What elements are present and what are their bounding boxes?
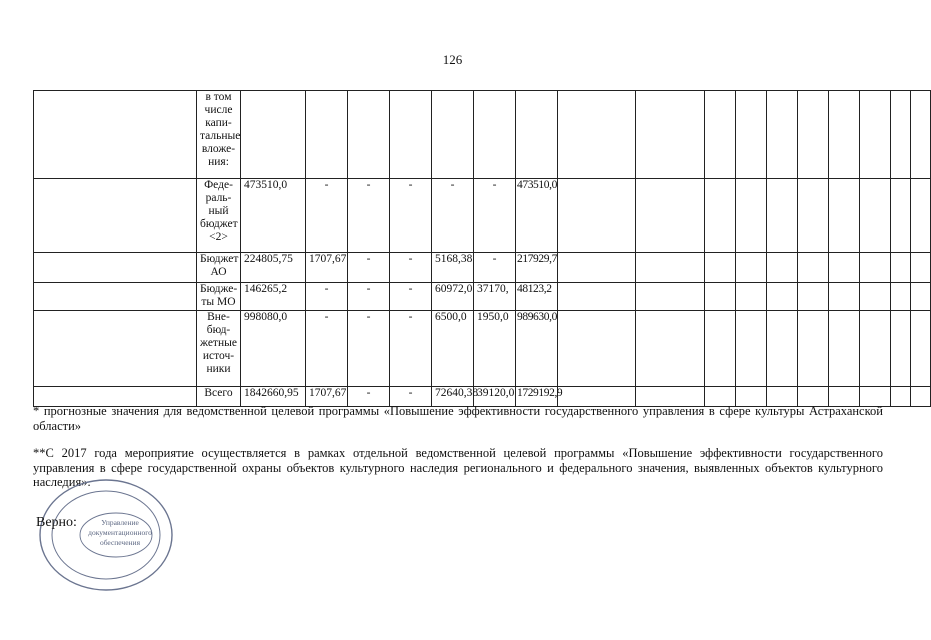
value-cell: [390, 91, 432, 179]
value-cell: 473510,0: [241, 179, 306, 253]
value-cell: -: [390, 311, 432, 387]
signature-label: Верно:: [36, 515, 77, 530]
category-line: Бюджет: [200, 253, 239, 265]
empty-cell: [798, 311, 829, 387]
empty-cell: [891, 387, 911, 407]
empty-cell: [767, 91, 798, 179]
category-line: тальные: [200, 130, 241, 142]
empty-cell: [34, 311, 197, 387]
value-cell: 998080,0: [241, 311, 306, 387]
empty-cell: [558, 253, 636, 283]
category-line: АО: [210, 266, 227, 278]
category-line: ты МО: [201, 296, 236, 308]
footnote-2017: **С 2017 года мероприятие осуществляется в рамках отдельной ведомственной целевой программы «Повышение эффективности государственного управления в сфере государственной охраны объектов культурного наследия регионального и федерального значения, выявленных объектов культурного наследия».: [33, 446, 883, 489]
empty-cell: [911, 387, 931, 407]
empty-cell: [798, 179, 829, 253]
category-cell: [197, 91, 241, 179]
value-cell: 1842660,95: [241, 387, 306, 407]
value-cell: 217929,7: [516, 253, 558, 283]
value-cell: 1729192,9: [516, 387, 558, 407]
category-line: числе: [204, 104, 233, 116]
table-row: [34, 283, 931, 311]
budget-table: [33, 90, 931, 407]
empty-cell: [860, 179, 891, 253]
value-cell: [348, 91, 390, 179]
value-cell: -: [348, 179, 390, 253]
value-cell: -: [306, 311, 348, 387]
empty-cell: [891, 311, 911, 387]
category-line: ники: [206, 363, 231, 375]
empty-cell: [636, 283, 705, 311]
footnote-forecast: * прогнозные значения для ведомственной целевой программы «Повышение эффективности государственного управления в сфере культуры Астраханской области»: [33, 404, 883, 433]
empty-cell: [891, 91, 911, 179]
category-line: ный: [208, 205, 229, 217]
value-cell: 37170,: [474, 283, 516, 311]
empty-cell: [911, 253, 931, 283]
value-cell: -: [390, 179, 432, 253]
category-cell: [197, 283, 241, 311]
empty-cell: [558, 311, 636, 387]
category-line: источ-: [202, 350, 235, 362]
value-cell: [474, 91, 516, 179]
seal-text: Управление: [101, 518, 139, 527]
empty-cell: [736, 179, 767, 253]
value-cell: -: [348, 253, 390, 283]
value-cell: [516, 91, 558, 179]
value-cell: -: [432, 179, 474, 253]
empty-cell: [767, 179, 798, 253]
table-row: [34, 311, 931, 387]
value-cell: 146265,2: [241, 283, 306, 311]
empty-cell: [911, 311, 931, 387]
seal-text: обеспечения: [99, 538, 141, 547]
category-line: Феде-: [204, 179, 233, 191]
empty-cell: [558, 179, 636, 253]
empty-cell: [860, 253, 891, 283]
empty-cell: [891, 253, 911, 283]
value-cell: -: [348, 283, 390, 311]
table-row: [34, 253, 931, 283]
category-cell: [197, 311, 241, 387]
category-line: ния:: [208, 156, 229, 168]
value-cell: 1707,67: [306, 387, 348, 407]
category-cell: [197, 179, 241, 253]
category-line: бюджет: [200, 218, 238, 230]
value-cell: 72640,38: [432, 387, 474, 407]
empty-cell: [705, 91, 736, 179]
value-cell: 60972,0: [432, 283, 474, 311]
empty-cell: [636, 253, 705, 283]
table-row: [34, 91, 931, 179]
empty-cell: [736, 253, 767, 283]
empty-cell: [891, 179, 911, 253]
category-line: бюд-: [206, 324, 231, 336]
value-cell: -: [390, 387, 432, 407]
category-line: Всего: [204, 387, 233, 399]
category-line: вложе-: [201, 143, 236, 155]
value-cell: 5168,38: [432, 253, 474, 283]
value-cell: 39120,0: [474, 387, 516, 407]
table-row: [34, 179, 931, 253]
category-cell: [197, 253, 241, 283]
empty-cell: [911, 91, 931, 179]
empty-cell: [860, 311, 891, 387]
empty-cell: [829, 283, 860, 311]
empty-cell: [736, 283, 767, 311]
empty-cell: [34, 91, 197, 179]
value-cell: 48123,2: [516, 283, 558, 311]
empty-cell: [798, 91, 829, 179]
empty-cell: [860, 91, 891, 179]
value-cell: [306, 91, 348, 179]
value-cell: -: [348, 387, 390, 407]
value-cell: -: [306, 283, 348, 311]
value-cell: 1707,67: [306, 253, 348, 283]
empty-cell: [558, 283, 636, 311]
value-cell: -: [474, 253, 516, 283]
empty-cell: [767, 253, 798, 283]
empty-cell: [829, 91, 860, 179]
empty-cell: [636, 179, 705, 253]
category-line: жетные: [200, 337, 237, 349]
page-number: 126: [442, 52, 463, 67]
value-cell: -: [306, 179, 348, 253]
value-cell: 1950,0: [474, 311, 516, 387]
empty-cell: [767, 283, 798, 311]
empty-cell: [705, 311, 736, 387]
category-line: <2>: [209, 231, 228, 243]
empty-cell: [798, 283, 829, 311]
empty-cell: [34, 253, 197, 283]
empty-cell: [829, 253, 860, 283]
empty-cell: [798, 253, 829, 283]
official-seal: [36, 475, 176, 595]
empty-cell: [705, 253, 736, 283]
empty-cell: [636, 311, 705, 387]
value-cell: 6500,0: [432, 311, 474, 387]
category-line: Вне-: [207, 311, 230, 323]
category-line: раль-: [205, 192, 232, 204]
empty-cell: [34, 283, 197, 311]
empty-cell: [736, 311, 767, 387]
empty-cell: [911, 283, 931, 311]
value-cell: -: [390, 283, 432, 311]
empty-cell: [705, 179, 736, 253]
value-cell: [432, 91, 474, 179]
empty-cell: [860, 283, 891, 311]
category-line: в том: [205, 91, 232, 103]
empty-cell: [705, 283, 736, 311]
empty-cell: [34, 179, 197, 253]
value-cell: [241, 91, 306, 179]
value-cell: -: [474, 179, 516, 253]
empty-cell: [636, 91, 705, 179]
empty-cell: [891, 283, 911, 311]
category-line: капи-: [205, 117, 232, 129]
empty-cell: [558, 91, 636, 179]
value-cell: -: [348, 311, 390, 387]
empty-cell: [829, 179, 860, 253]
category-line: Бюдже-: [200, 283, 238, 295]
seal-text: документационного: [88, 528, 152, 537]
value-cell: 224805,75: [241, 253, 306, 283]
empty-cell: [736, 91, 767, 179]
value-cell: 473510,0: [516, 179, 558, 253]
empty-cell: [829, 311, 860, 387]
value-cell: -: [390, 253, 432, 283]
empty-cell: [767, 311, 798, 387]
value-cell: 989630,0: [516, 311, 558, 387]
empty-cell: [911, 179, 931, 253]
